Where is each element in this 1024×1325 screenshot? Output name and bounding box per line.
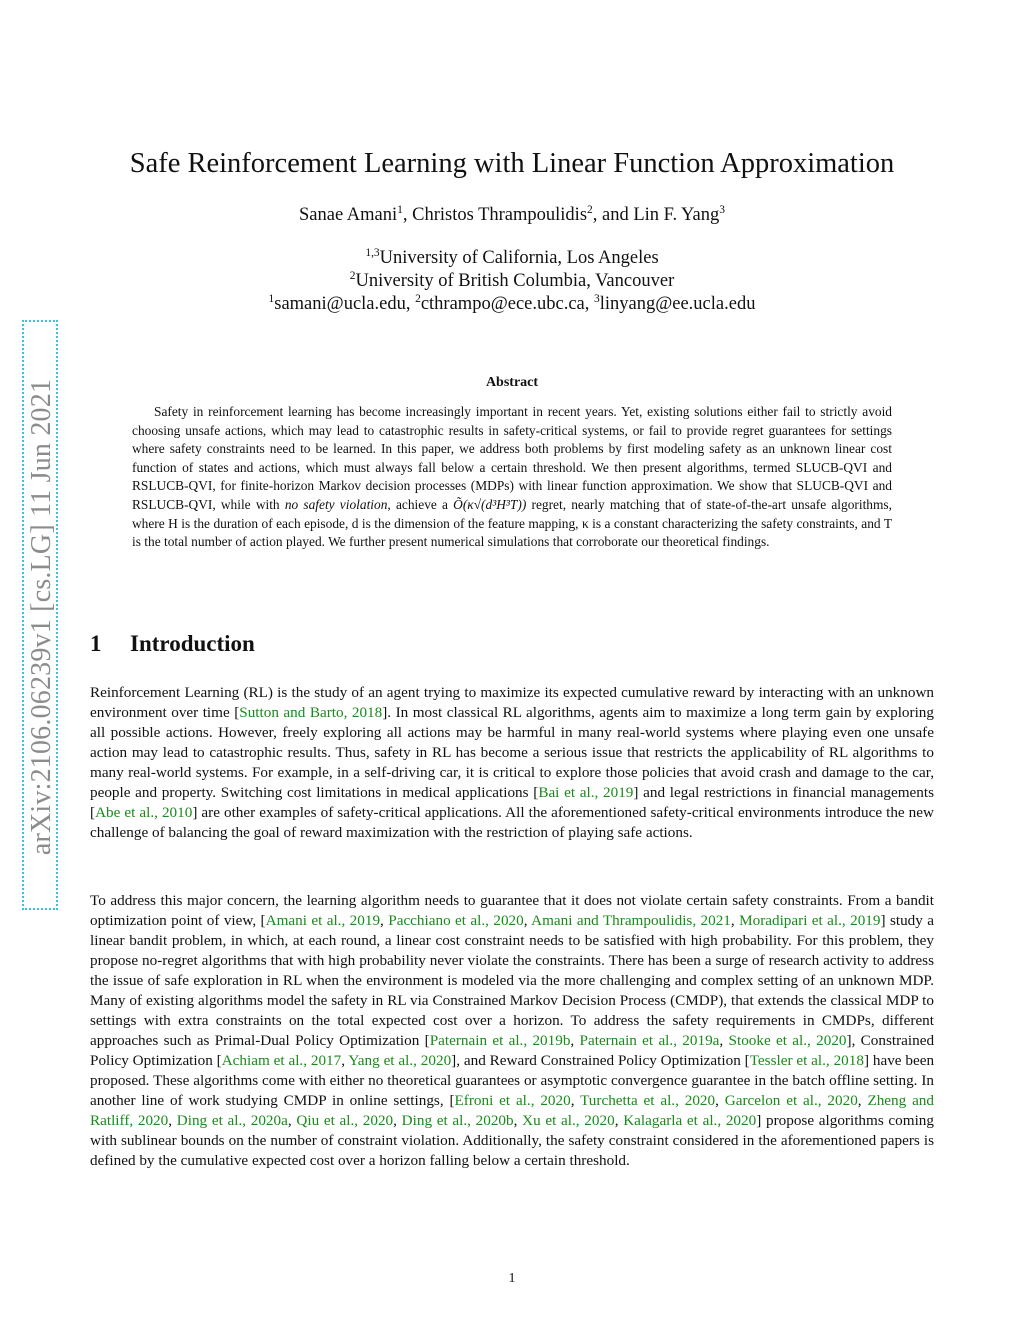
citation-link[interactable]: Turchetta et al., 2020 xyxy=(580,1092,716,1109)
citation-link[interactable]: Stooke et al., 2020 xyxy=(728,1032,847,1049)
citation-link[interactable]: Ding et al., 2020a xyxy=(176,1112,288,1129)
section-number: 1 xyxy=(90,631,102,656)
body-paragraph: Reinforcement Learning (RL) is the study of an agent trying to maximize its expected cumulative reward by interacting with an unknown environment over time [Sutton and Barto, 2018]. In most classical RL algorithms, agents aim to maximize a long term gain by exploring all possible actions. However, freely exploring all actions may be harmful in many real-world systems where playing even one unsafe action may lead to catastrophic results. Thus, safety in RL has become a serious issue that restricts the applicability of RL algorithms to many real-world systems. For example, in a self-driving car, it is critical to explore those policies that avoid crash and damage to the car, people and property. Switching cost limitations in medical applications [Bai et al., 2019] and legal restrictions in financial managements [Abe et al., 2010] are other examples of safety-critical applications. All the aforementioned safety-critical environments introduce the new challenge of balancing the goal of reward maximization with the restriction of playing safe actions. xyxy=(90,684,934,841)
affiliation: $^{1,3}$University of California, Los Angeles xyxy=(365,247,659,268)
email-link[interactable]: samani@ucla.edu xyxy=(274,294,406,314)
citation-link[interactable]: Amani and Thrampoulidis, 2021 xyxy=(531,912,731,929)
citation-link[interactable]: Pacchiano et al., 2020 xyxy=(388,912,524,929)
email-list: $^1$samani@ucla.edu, $^2$cthrampo@ece.ubc.ca, $^3$linyang@ee.ucla.edu xyxy=(268,293,756,314)
section-title: Introduction xyxy=(130,631,255,656)
citation-link[interactable]: Qiu et al., 2020 xyxy=(296,1112,394,1129)
body-paragraph: To address this major concern, the learning algorithm needs to guarantee that it does not violate certain safety constraints. From a bandit optimization point of view, [Amani et al., 2019, Pacchiano et al., 2020, Amani and Thrampoulidis, 2021, Moradipari et al., 2019] study a linear bandit problem, in which, at each round, a linear cost constraint needs to be satisfied with high probability. For this problem, they propose no-regret algorithms that with high probability never violate the constraints. There has been a surge of research activity to address the issue of safe exploration in RL when the environment is modeled via the more challenging and complex setting of an unknown MDP. Many of existing algorithms model the safety in RL via Constrained Markov Decision Process (CMDP), that extends the classical MDP to settings with extra constraints on the total expected cost over a horizon. To address the safety requirements in CMDPs, different approaches such as Primal-Dual Policy Optimization [Paternain et al., 2019b, Paternain et al., 2019a, Stooke et al., 2020], Constrained Policy Optimization [Achiam et al., 2017, Yang et al., 2020], and Reward Constrained Policy Optimization [Tessler et al., 2018] have been proposed. These algorithms come with either no theoretical guarantees or asymptotic convergence guarantee in the batch offline setting. In another line of work studying CMDP in online settings, [Efroni et al., 2020, Turchetta et al., 2020, Garcelon et al., 2020, Zheng and Ratliff, 2020, Ding et al., 2020a, Qiu et al., 2020, Ding et al., 2020b, Xu et al., 2020, Kalagarla et al., 2020] propose algorithms coming with sublinear bounds on the number of constraint violation. Additionally, the safety constraint considered in the aforementioned papers is defined by the cumulative expected cost over a horizon falling below a certain threshold. xyxy=(90,892,935,1169)
affiliation: $^2$University of British Columbia, Vancouver xyxy=(349,270,675,291)
page-number: 1 xyxy=(508,1271,516,1286)
author-list: Sanae Amani$^1$, Christos Thrampoulidis$^2$, and Lin F. Yang$^3$ xyxy=(299,204,725,225)
author-name: Sanae Amani xyxy=(299,205,398,225)
citation-link[interactable]: Moradipari et al., 2019 xyxy=(739,912,881,929)
section-heading xyxy=(90,631,690,657)
citation-link[interactable]: Kalagarla et al., 2020 xyxy=(623,1112,757,1129)
abstract-body: Safety in reinforcement learning has become increasingly important in recent years. Yet, existing solutions either fail to strictly avoid choosing unsafe actions, which may lead to catastrophic results in safety-critical systems, or fail to provide regret guarantees for settings where safety constraints need to be learned. In this paper, we address both problems by first modeling safety as an unknown linear cost function of states and actions, which must always fall below a certain threshold. We then present algorithms, termed SLUCB-QVI and RSLUCB-QVI, for finite-horizon Markov decision processes (MDPs) with linear function approximation. We show that SLUCB-QVI and RSLUCB-QVI, while with no safety violation, achieve a Õ(κ√(d³H³T)) regret, nearly matching that of state-of-the-art unsafe algorithms, where H is the duration of each episode, d is the dimension of the feature mapping, κ is a constant characterizing the safety constraints, and T is the total number of action played. We further present numerical simulations that corroborate our theoretical findings. xyxy=(132,404,892,550)
paper-title: Safe Reinforcement Learning with Linear Function Approximation xyxy=(129,148,895,179)
email-link[interactable]: linyang@ee.ucla.edu xyxy=(599,294,756,314)
emphasis-text: no safety violation xyxy=(284,496,388,512)
arxiv-identifier: arXiv:2106.06239v1 [cs.LG] 11 Jun 2021 xyxy=(26,378,57,856)
author-affil-mark: 1 xyxy=(397,204,403,217)
citation-link[interactable]: Xu et al., 2020 xyxy=(522,1112,615,1129)
citation-link[interactable]: Paternain et al., 2019a xyxy=(579,1032,720,1049)
author-name: Christos Thrampoulidis xyxy=(412,205,588,225)
citation-link[interactable]: Bai et al., 2019 xyxy=(538,784,634,801)
author-name: Lin F. Yang xyxy=(633,205,720,225)
regret-bound-formula: Õ(κ√(d³H³T)) xyxy=(453,496,527,512)
email-link[interactable]: cthrampo@ece.ubc.ca xyxy=(420,294,585,314)
arxiv-stamp xyxy=(22,320,58,910)
citation-link[interactable]: Efroni et al., 2020 xyxy=(454,1092,571,1109)
abstract-heading: Abstract xyxy=(485,375,539,390)
author-affil-mark: 2 xyxy=(587,204,593,217)
citation-link[interactable]: Garcelon et al., 2020 xyxy=(724,1092,858,1109)
citation-link[interactable]: Yang et al., 2020 xyxy=(348,1052,452,1069)
citation-link[interactable]: Ding et al., 2020b xyxy=(401,1112,514,1129)
citation-link[interactable]: Abe et al., 2010 xyxy=(95,804,193,821)
citation-link[interactable]: Zheng and Ratliff, 2020 xyxy=(90,1092,934,1129)
author-affil-mark: 3 xyxy=(719,204,725,217)
citation-link[interactable]: Paternain et al., 2019b xyxy=(429,1032,571,1049)
citation-link[interactable]: Achiam et al., 2017 xyxy=(221,1052,342,1069)
citation-link[interactable]: Amani et al., 2019 xyxy=(265,912,381,929)
citation-link[interactable]: Tessler et al., 2018 xyxy=(749,1052,864,1069)
citation-link[interactable]: Sutton and Barto, 2018 xyxy=(239,704,383,721)
